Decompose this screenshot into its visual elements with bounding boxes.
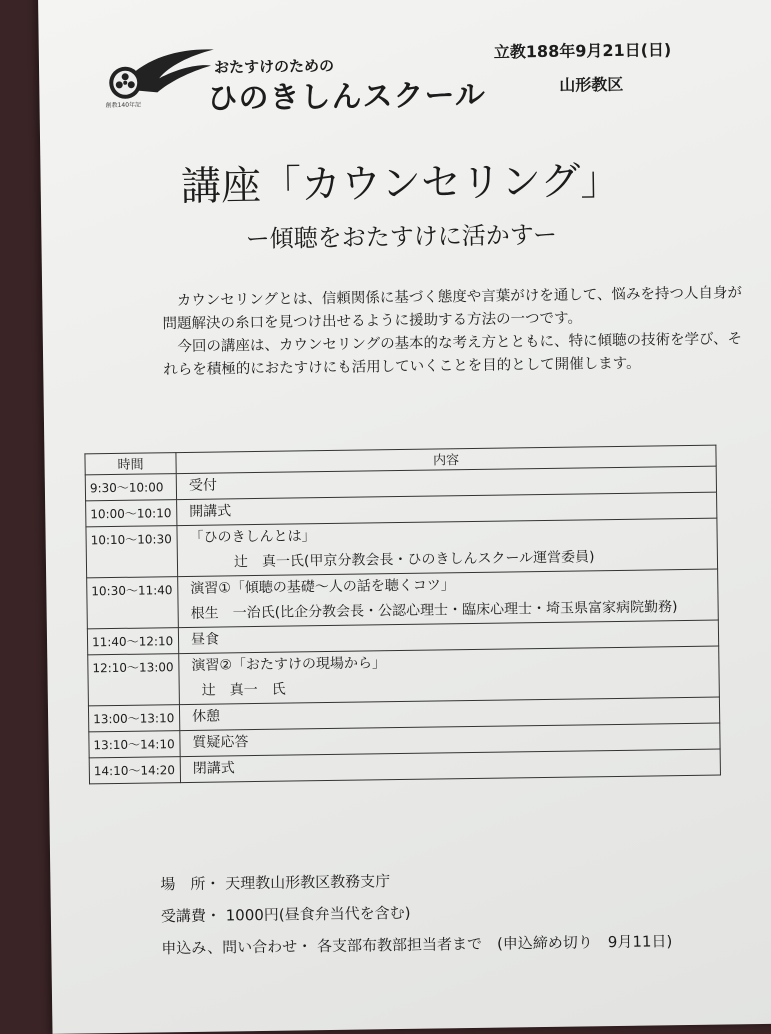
speaker-line: 辻 真一氏(甲京分教会長・ひのきしんスクール運営委員) bbox=[233, 549, 595, 571]
content-line: 受付 bbox=[188, 477, 217, 494]
logo-small-text: 創教140年記 bbox=[105, 101, 142, 110]
content-line: 開講式 bbox=[189, 503, 232, 520]
logo-subtitle: おたすけのための bbox=[213, 56, 335, 77]
time-cell: 10:00～10:10 bbox=[86, 500, 177, 527]
time-cell: 13:00～13:10 bbox=[88, 705, 179, 732]
intro-paragraph-2: 今回の講座は、カウンセリングの基本的な考え方とともに、特に傾聴の技術を学び、それらを積極的におたすけにも活用していくことを目的として開催します。 bbox=[163, 331, 743, 379]
content-line: 休憩 bbox=[191, 708, 221, 725]
speaker-line: 辻 真一 氏 bbox=[201, 681, 286, 699]
time-cell: 12:10～13:00 bbox=[88, 654, 180, 706]
event-details bbox=[160, 861, 672, 964]
intro-paragraph-1: カウンセリングとは、信頼関係に基づく態度や言葉がけを通して、悩みを持つ人自身が問題解決の糸口を見つけ出せるように援助する方法の一つです。 bbox=[162, 285, 743, 333]
intro-text bbox=[162, 282, 753, 382]
fee-value: 1000円(昼食弁当代を含む) bbox=[225, 903, 411, 925]
content-line: 閉講式 bbox=[192, 760, 235, 777]
content-line: 演習①「傾聴の基礎～人の話を聴くコツ」 bbox=[190, 577, 455, 597]
content-cell bbox=[179, 646, 720, 705]
place-label: 場 所・ bbox=[160, 874, 221, 894]
fee-label: 受講費・ bbox=[160, 906, 222, 926]
table-row bbox=[87, 569, 719, 629]
content-line: 「ひのきしんとは」 bbox=[189, 528, 316, 546]
region-name: 山形教区 bbox=[559, 74, 624, 95]
place-value: 天理教山形教区教務支庁 bbox=[225, 872, 391, 893]
flyer-page bbox=[38, 0, 771, 1034]
content-column-header: 内容 bbox=[176, 445, 716, 474]
event-date: 立教188年9月21日(日) bbox=[493, 40, 672, 62]
table-row bbox=[88, 646, 720, 706]
speaker-line: 根生 一治氏(比企分教会長・公認心理士・臨床心理士・埼玉県富家病院勤務) bbox=[190, 599, 678, 622]
content-line: 質疑応答 bbox=[192, 734, 249, 751]
hinokishin-logo bbox=[99, 47, 220, 109]
time-column-header: 時間 bbox=[85, 453, 176, 475]
time-cell: 11:40～12:10 bbox=[87, 628, 178, 655]
time-cell: 13:10～14:10 bbox=[89, 731, 180, 758]
schedule-table bbox=[84, 445, 721, 785]
content-line: 演習②「おたすけの現場から」 bbox=[191, 655, 387, 674]
content-cell bbox=[178, 569, 719, 628]
content-cell bbox=[177, 518, 718, 577]
page-subtitle: ー傾聴をおたすけに活かすー bbox=[245, 220, 558, 254]
contact-line bbox=[161, 925, 672, 964]
page-title: 講座「カウンセリング」 bbox=[180, 157, 621, 211]
time-cell: 10:30～11:40 bbox=[87, 577, 179, 629]
logo-title: ひのきしんスクール bbox=[207, 77, 487, 117]
content-line: 昼食 bbox=[190, 631, 220, 648]
time-cell: 9:30～10:00 bbox=[85, 474, 176, 501]
contact-label: 申込み、問い合わせ・ bbox=[161, 937, 313, 958]
time-cell: 10:10～10:30 bbox=[86, 526, 178, 578]
time-cell: 14:10～14:20 bbox=[89, 757, 180, 784]
contact-value: 各支部布教部担当者まで (申込締め切り 9月11日) bbox=[316, 932, 673, 956]
table-row bbox=[86, 518, 718, 578]
